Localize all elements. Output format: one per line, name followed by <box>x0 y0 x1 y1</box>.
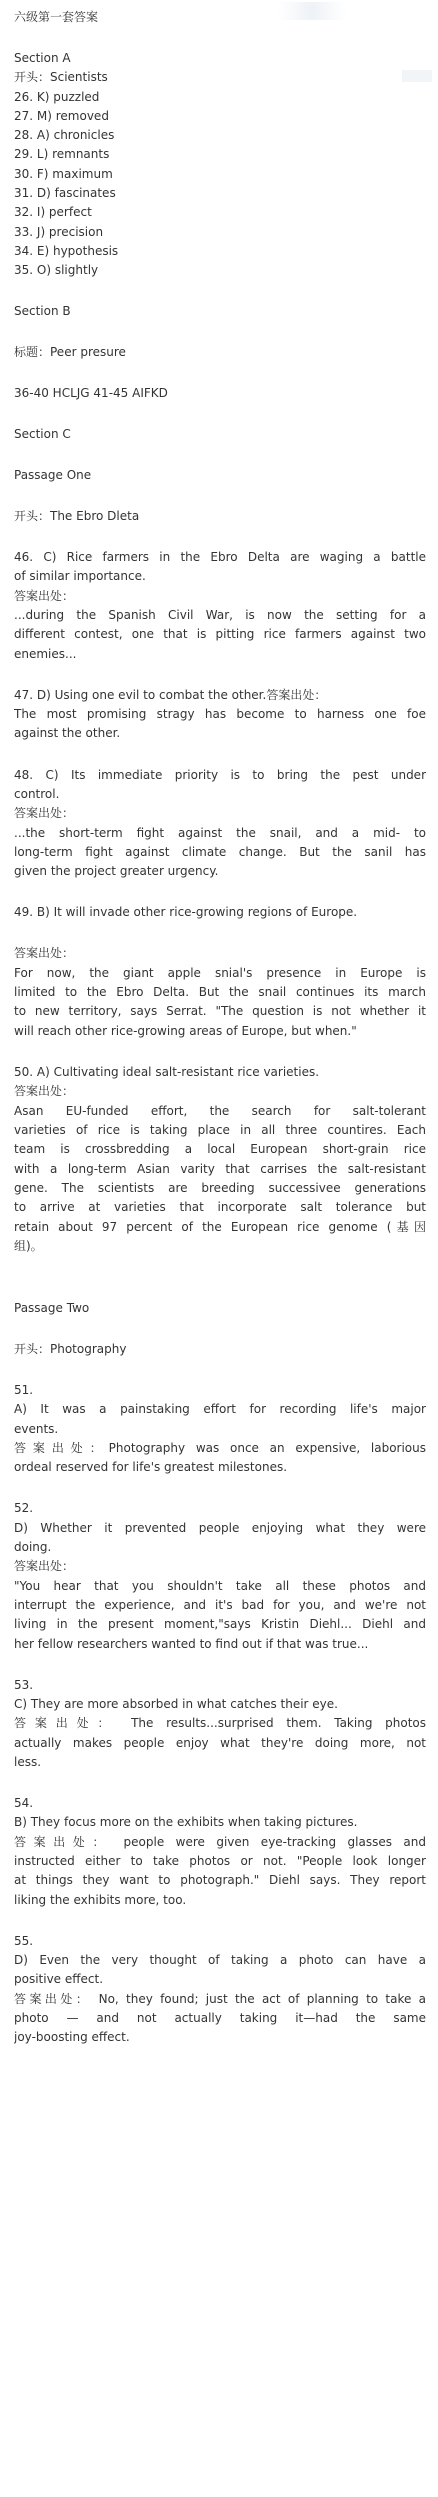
text-line: long-term fight against climate change. But the sanil has <box>14 845 426 859</box>
text-line: 53. <box>14 1678 34 1692</box>
text-line: C) They are more absorbed in what catches their eye. <box>14 1697 338 1711</box>
text-line: 34. E) hypothesis <box>14 244 119 258</box>
text-line: less. <box>14 1755 42 1769</box>
text-line: 26. K) puzzled <box>14 90 100 104</box>
text-line: limited to the Ebro Delta. But the snail continues its march <box>14 985 426 999</box>
text-line: B) They focus more on the exhibits when taking pictures. <box>14 1815 358 1829</box>
text-line: 答案出处： The results...surprised them. Taking photos <box>14 1716 426 1730</box>
text-line: Section C <box>14 427 71 441</box>
text-line: 33. J) precision <box>14 225 104 239</box>
text-line: 答案出处：Photography was once an expensive, laborious <box>14 1441 426 1455</box>
text-line: For now, the giant apple snial's presence in Europe is <box>14 966 426 980</box>
text-line: instructed either to take photos or not. "People look longer <box>14 1854 426 1868</box>
text-line: interrupt the experience, and it's bad for you, and we're not <box>14 1598 426 1612</box>
text-line: Section A <box>14 51 71 65</box>
text-line: 54. <box>14 1796 34 1810</box>
text-line: will reach other rice-growing areas of Europe, but when." <box>14 1024 357 1038</box>
text-line: Asan EU-funded effort, the search for salt-tolerant <box>14 1104 426 1118</box>
text-line: 答案出处： people were given eye-tracking glasses and <box>14 1835 426 1849</box>
text-line: 27. M) removed <box>14 109 109 123</box>
text-line: 35. O) slightly <box>14 263 99 277</box>
text-line: 开头：The Ebro Dleta <box>14 509 140 523</box>
text-line: Passage Two <box>14 1301 90 1315</box>
text-line: Passage One <box>14 468 92 482</box>
text-line: of similar importance. <box>14 569 146 583</box>
text-line: D) Whether it prevented people enjoying what they were <box>14 1521 426 1535</box>
text-line: 30. F) maximum <box>14 167 113 181</box>
text-line: different contest, one that is pitting rice farmers against two <box>14 627 426 641</box>
text-line: 标题：Peer presure <box>14 345 126 359</box>
text-line: 答案出处： <box>14 806 75 820</box>
text-line: living in the present moment,"says Kristin Diehl... Diehl and <box>14 1617 426 1631</box>
text-line: 52. <box>14 1501 34 1515</box>
text-line: 答案出处： <box>14 1559 75 1573</box>
text-line: 48. C) Its immediate priority is to bring the pest under <box>14 768 426 782</box>
text-line: The most promising stragy has become to harness one foe <box>14 707 426 721</box>
text-line: 29. L) remnants <box>14 147 110 161</box>
text-line: to arrive at varieties that incorporate salt tolerance but <box>14 1200 426 1214</box>
text-line: 答案出处： <box>14 589 75 603</box>
text-line: 组)。 <box>14 1239 43 1253</box>
text-line: 36-40 HCLJG 41-45 AIFKD <box>14 386 168 400</box>
text-line: liking the exhibits more, too. <box>14 1893 187 1907</box>
text-line: A) It was a painstaking effort for recording life's major <box>14 1402 426 1416</box>
text-line: 46. C) Rice farmers in the Ebro Delta are waging a battle <box>14 550 426 564</box>
text-line: photo — and not actually taking it—had the same <box>14 2011 426 2025</box>
text-line: doing. <box>14 1540 52 1554</box>
text-line: 六级第一套答案 <box>14 10 99 24</box>
text-line: with a long-term Asian varity that carrises the salt-resistant <box>14 1162 426 1176</box>
text-line: 32. I) perfect <box>14 205 92 219</box>
text-line: 开头：Scientists <box>14 70 108 84</box>
text-line: joy-boosting effect. <box>14 2030 130 2044</box>
text-line: given the project greater urgency. <box>14 864 219 878</box>
text-line: 50. A) Cultivating ideal salt-resistant rice varieties. <box>14 1065 320 1079</box>
text-line: control. <box>14 787 60 801</box>
text-line: 答案出处： <box>14 1084 75 1098</box>
text-line: events. <box>14 1422 59 1436</box>
text-line: varieties of rice is taking place in all three countires. Each <box>14 1123 426 1137</box>
text-line: 28. A) chronicles <box>14 128 115 142</box>
text-line: positive effect. <box>14 1972 104 1986</box>
text-line: retain about 97 percent of the European rice genome (基因 <box>14 1220 426 1234</box>
text-line: at things they want to photograph." Diehl says. They report <box>14 1873 426 1887</box>
text-line: D) Even the very thought of taking a photo can have a <box>14 1953 426 1967</box>
text-line: ...during the Spanish Civil War, is now the setting for a <box>14 608 426 622</box>
text-line: 答案出处： No, they found; just the act of planning to take a <box>14 1992 426 2006</box>
text-line: team is crossbredding a local European short-grain rice <box>14 1142 426 1156</box>
text-line: ...the short-term fight against the snail, and a mid- to <box>14 826 426 840</box>
text-line: ordeal reserved for life's greatest milestones. <box>14 1460 288 1474</box>
text-line: 31. D) fascinates <box>14 186 116 200</box>
text-line: 47. D) Using one evil to combat the other.答案出处： <box>14 688 327 702</box>
text-line: enemies... <box>14 647 77 661</box>
text-line: 开头：Photography <box>14 1342 127 1356</box>
text-line: against the other. <box>14 726 121 740</box>
text-line: 49. B) It will invade other rice-growing regions of Europe. <box>14 905 358 919</box>
text-line: 答案出处： <box>14 946 75 960</box>
text-line: her fellow researchers wanted to find out if that was true... <box>14 1637 369 1651</box>
text-line: to new territory, says Serrat. "The question is not whether it <box>14 1004 426 1018</box>
text-line: "You hear that you shouldn't take all these photos and <box>14 1579 426 1593</box>
text-line: 55. <box>14 1934 34 1948</box>
text-line: actually makes people enjoy what they're doing more, not <box>14 1736 426 1750</box>
text-line: gene. The scientists are breeding successivee generations <box>14 1181 426 1195</box>
text-line: 51. <box>14 1383 34 1397</box>
text-line: Section B <box>14 304 71 318</box>
